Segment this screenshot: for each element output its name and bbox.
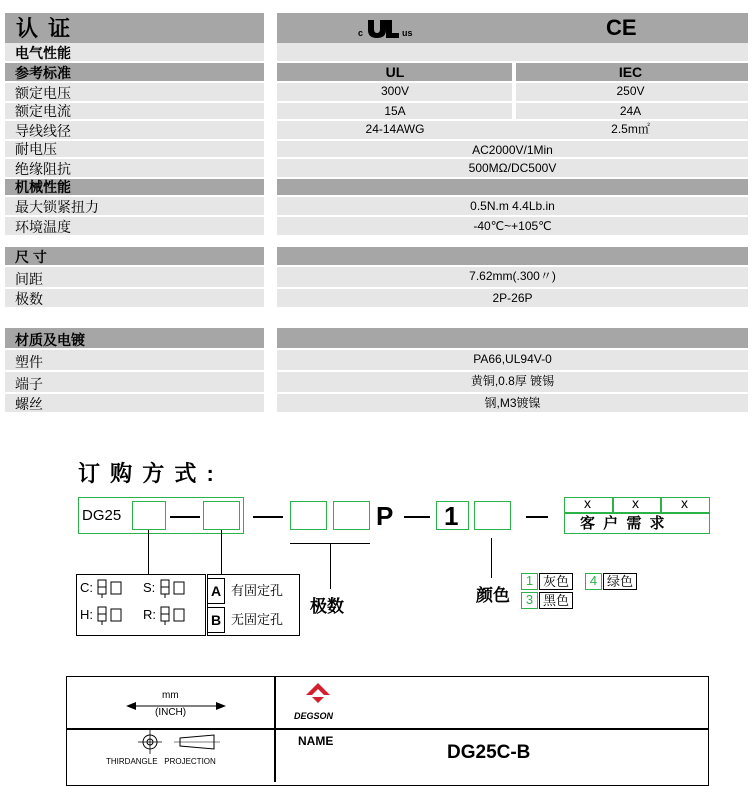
terminal-icon: [96, 605, 124, 630]
row-value-4-0: 24-14AWG: [365, 122, 425, 136]
row-value-3-0: 15A: [384, 104, 406, 118]
terminal-icon: [159, 605, 187, 630]
type-code-box[interactable]: [132, 501, 166, 530]
type-option-0-b: S:: [143, 580, 156, 595]
row-value-15: 黄铜,0.8厚 镀锡: [470, 374, 555, 388]
row-label-10: 尺 寸: [5, 247, 264, 265]
color-option-text-0: 灰色: [539, 573, 573, 590]
row-value-8: 0.5N.m 4.4Lb.in: [470, 199, 555, 213]
row-label-4: 导线线径: [5, 121, 264, 139]
row-label-1: 参考标准: [5, 63, 264, 81]
row-value-5: AC2000V/1Min: [472, 143, 553, 157]
type-option-1-b: R:: [143, 607, 156, 622]
customer-divider: [565, 512, 709, 514]
poles-label: 极数: [310, 597, 344, 616]
x-divider-1: [612, 497, 614, 513]
color-option-text-1: 黑色: [539, 592, 573, 609]
row-value-6: 500MΩ/DC500V: [468, 161, 557, 175]
row-label-8: 最大锁紧扭力: [5, 197, 264, 215]
color-option-key-0: 1: [521, 573, 538, 590]
row-label-15: 端子: [5, 372, 264, 392]
leader-pole: [330, 543, 331, 589]
row-value-4-1: 2.5m㎡: [611, 122, 650, 136]
row-value-16: 钢,M3镀镍: [484, 396, 541, 410]
leader-color: [491, 538, 492, 578]
svg-text:us: us: [402, 28, 413, 38]
pole-digit-box-1[interactable]: [290, 501, 327, 530]
row-value-9: -40℃~+105℃: [473, 219, 552, 233]
row-label-0: 电气性能: [5, 43, 264, 61]
pole-digit-box-2[interactable]: [333, 501, 370, 530]
unit-bottom: (INCH): [155, 707, 187, 718]
row-label-13: 材质及电镀: [5, 328, 264, 348]
row-value-cell-13: [277, 328, 748, 348]
name-label: NAME: [298, 734, 334, 748]
row-value-3-1: 24A: [619, 104, 642, 118]
degson-logo-icon: [306, 683, 330, 703]
row-label-5: 耐电压: [5, 141, 264, 157]
row-label-11: 间距: [5, 267, 264, 287]
projection-symbol-icon: [136, 730, 226, 756]
dash-4: [526, 516, 548, 518]
leader-type: [148, 530, 149, 574]
projection-label: THIRDANGLE PROJECTION: [106, 757, 216, 766]
hole-option-text-0: 有固定孔: [231, 583, 284, 598]
row-value-14: PA66,UL94V-0: [473, 352, 552, 366]
x-placeholder-3: x: [681, 495, 688, 511]
dash-2: [253, 516, 283, 518]
one-digit: 1: [444, 501, 459, 531]
row-value-12: 2P-26P: [492, 291, 533, 305]
model-prefix: DG25: [82, 507, 122, 524]
row-value-2-1: 250V: [616, 84, 645, 98]
x-placeholder-2: x: [632, 495, 639, 511]
row-value-2-0: 300V: [380, 84, 410, 98]
row-value-cell-0: [277, 43, 748, 61]
type-option-0-a: C:: [80, 580, 93, 595]
x-divider-2: [660, 497, 662, 513]
color-option-key-2: 4: [585, 573, 602, 590]
dash-1: [170, 516, 200, 518]
ul-mark: [356, 16, 436, 40]
brand-name: DEGSON: [294, 711, 334, 721]
row-value-11: 7.62mm(.300〃): [469, 269, 556, 283]
hole-option-key-0: A: [207, 578, 225, 604]
row-value-cell-7: [277, 179, 748, 195]
p-letter: P: [376, 501, 394, 531]
color-label: 颜色: [476, 586, 510, 605]
dash-3: [404, 516, 430, 518]
leader-hole: [221, 530, 222, 574]
unit-top: mm: [162, 690, 179, 701]
row-label-12: 极数: [5, 289, 264, 307]
terminal-icon: [96, 578, 124, 603]
row-label-6: 绝缘阻抗: [5, 159, 264, 177]
type-option-1-a: H:: [80, 607, 93, 622]
ce-mark: CE: [606, 15, 637, 40]
row-label-2: 额定电压: [5, 83, 264, 101]
column-gap: [512, 63, 516, 121]
color-option-text-2: 绿色: [603, 573, 637, 590]
model-name: DG25C-B: [447, 742, 531, 763]
row-value-1-0: UL: [385, 64, 405, 80]
cert-label: 认 证: [16, 16, 73, 41]
x-placeholder-1: x: [584, 495, 591, 511]
terminal-icon: [159, 578, 187, 603]
color-code-box[interactable]: [474, 501, 511, 530]
row-label-9: 环境温度: [5, 217, 264, 235]
row-value-1-1: IEC: [618, 64, 643, 80]
row-label-7: 机械性能: [5, 179, 264, 195]
row-value-cell-10: [277, 247, 748, 265]
hole-code-box[interactable]: [203, 501, 240, 530]
cert-mark-cell: [277, 13, 748, 43]
hole-option-text-1: 无固定孔: [231, 612, 284, 627]
row-label-16: 螺丝: [5, 394, 264, 412]
svg-text:c: c: [358, 28, 364, 38]
hole-option-key-1: B: [207, 607, 225, 633]
row-label-14: 塑件: [5, 350, 264, 370]
customer-label: 客 户 需 求: [580, 515, 667, 532]
ordering-title: 订 购 方 式 :: [78, 461, 216, 486]
color-option-key-1: 3: [521, 592, 538, 609]
row-label-3: 额定电流: [5, 103, 264, 119]
